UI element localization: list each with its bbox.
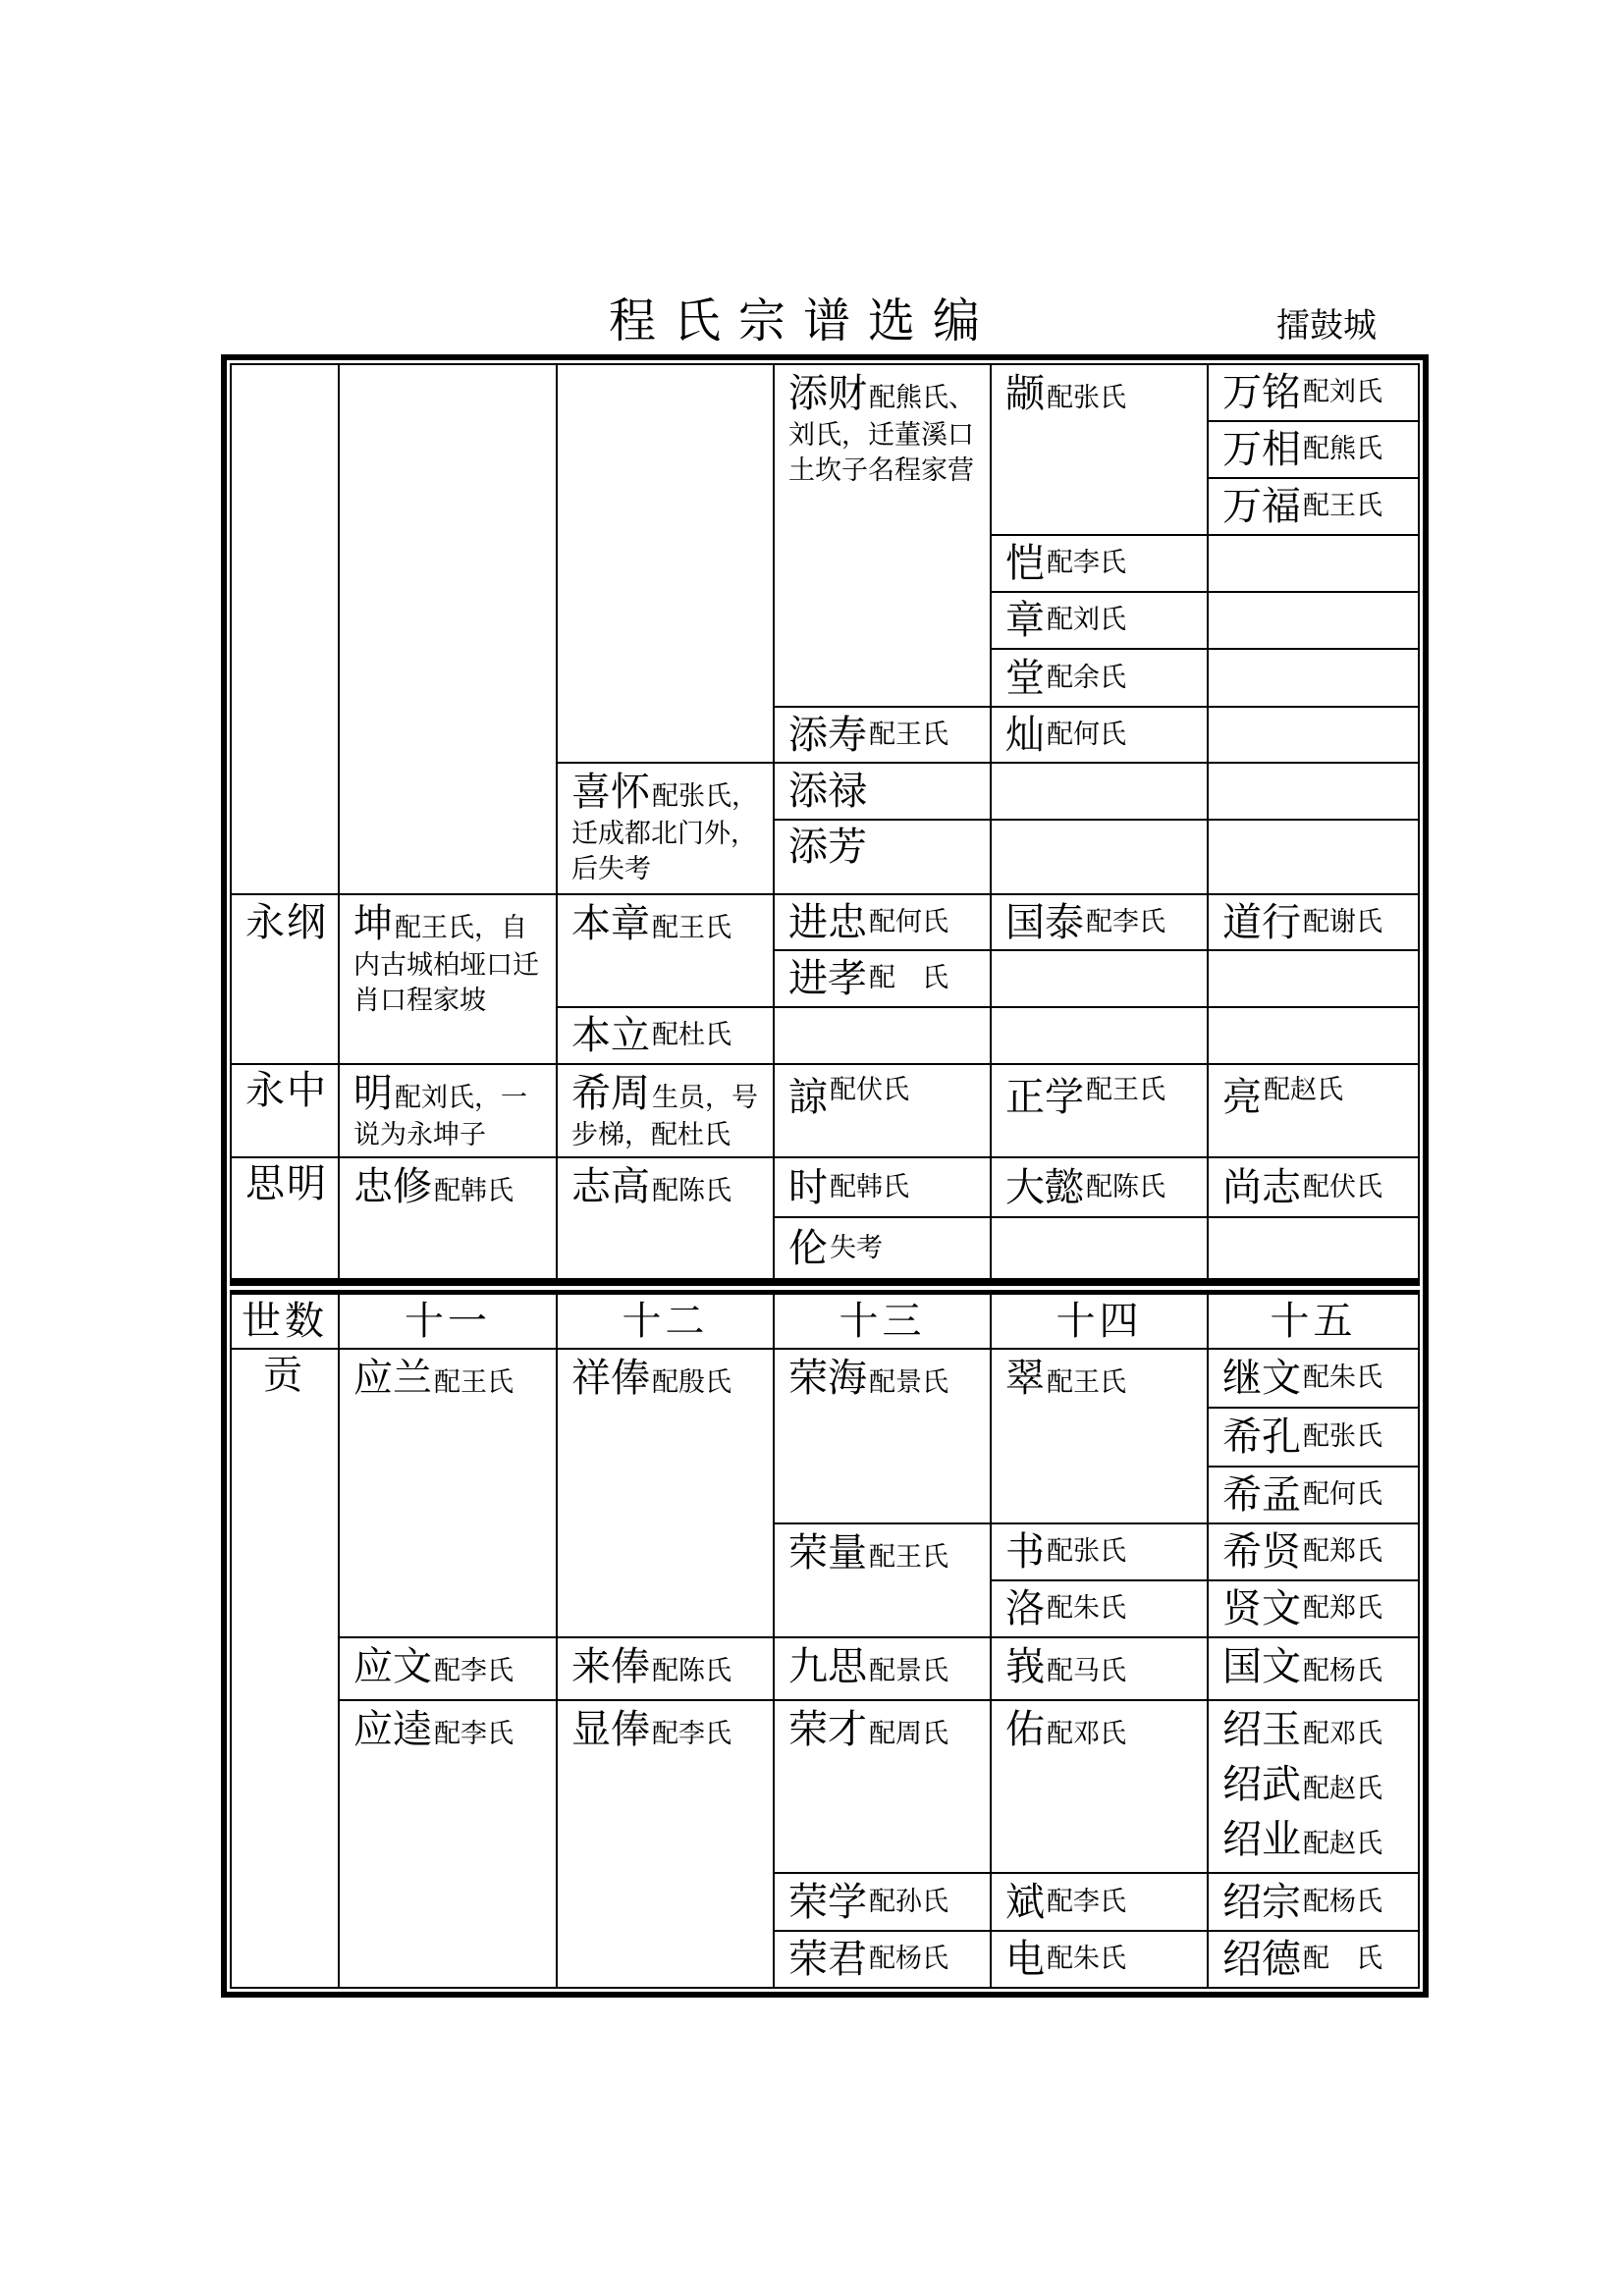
g14-cell-rong [990, 1636, 1209, 1701]
person-note: 配王氏 [869, 1542, 948, 1573]
g14-cell-blank [990, 762, 1209, 821]
person-name: 希孔 [1222, 1415, 1301, 1460]
person-note: 配赵氏 [1303, 1774, 1382, 1804]
g15-cell-ximeng [1207, 1466, 1420, 1524]
person-note: 配李氏 [652, 1719, 731, 1749]
person-note: 配刘氏 [1047, 605, 1126, 635]
person-name: 绍玉 [1222, 1707, 1301, 1752]
g15-cell-shangzhi [1207, 1156, 1420, 1218]
col-header-label: 十五 [1270, 1299, 1357, 1344]
g14-cell-dian [990, 1930, 1209, 1989]
person-name: 斌 [1005, 1879, 1045, 1925]
person-name: 绍德 [1222, 1937, 1301, 1982]
g12-cell-benli [556, 1006, 775, 1065]
g13-cell-rongcai [773, 1699, 992, 1874]
g14-cell-ge [990, 1579, 1209, 1638]
g14-cell-you [990, 1699, 1209, 1874]
g13-cell-tiancai [773, 363, 992, 708]
g15-cell-wanming [1207, 363, 1420, 422]
g13-cell-rongxue [773, 1872, 992, 1932]
person-note: 配伏氏 [1303, 1171, 1382, 1202]
person-note: 配张氏，迁成都北门外，后失考 [571, 781, 758, 884]
gen-name: 永纲 [245, 900, 328, 945]
person-name: 道行 [1222, 899, 1301, 945]
person-note: 配王氏 [1086, 1075, 1165, 1105]
g15-cell-blank [1207, 1006, 1420, 1065]
g15-cell-jiwen [1207, 1348, 1420, 1409]
person-note: 配张氏 [1303, 1421, 1382, 1452]
person-name: 灿 [1005, 712, 1045, 758]
g15-cell-xianwen [1207, 1579, 1420, 1638]
g13-cell-jiusi [773, 1636, 992, 1701]
person-name: 荣量 [788, 1530, 867, 1575]
person-name: 时 [788, 1164, 828, 1210]
person-name: 祥俸 [571, 1356, 650, 1401]
person-note: 配景氏 [869, 1656, 948, 1686]
g15-cell-liang2 [1207, 1063, 1420, 1158]
gen-name: 贡 [263, 1353, 306, 1398]
person-note: 配何氏 [1047, 719, 1126, 750]
person-name: 应兰 [353, 1356, 432, 1401]
person-name: 添禄 [788, 769, 867, 814]
person-name: 书 [1005, 1529, 1045, 1575]
col-header-13 [773, 1293, 992, 1350]
person-name: 佑 [1005, 1707, 1045, 1752]
person-name: 志高 [571, 1164, 650, 1209]
person-note: 生员，号步梯，配杜氏 [571, 1083, 758, 1150]
person-name: 諒 [788, 1075, 828, 1120]
g11-cell-yingwen [338, 1636, 558, 1701]
g13-cell-lun [773, 1216, 992, 1280]
g15-entry-shaowu [1222, 1760, 1382, 1809]
person-name: 希孟 [1222, 1472, 1301, 1518]
col-header-14 [990, 1293, 1209, 1350]
g11-cell-ming [338, 1063, 558, 1158]
g14-cell-shu [990, 1522, 1209, 1581]
g13-cell-jinxiao [773, 949, 992, 1008]
g12-cell-laifeng [556, 1636, 775, 1701]
gen-name: 永中 [245, 1068, 328, 1113]
g15-cell-wanxiang [1207, 420, 1420, 479]
col-header-label: 十一 [405, 1299, 491, 1344]
person-note: 配王氏 [652, 913, 731, 943]
person-note: 配李氏 [1047, 548, 1126, 578]
person-name: 继文 [1222, 1356, 1301, 1401]
person-note: 配朱氏 [1047, 1944, 1126, 1974]
g11-cell-zhongxiu [338, 1156, 558, 1280]
person-note: 配韩氏 [830, 1171, 909, 1202]
g15-entry-shaoye [1222, 1815, 1382, 1864]
g14-cell-guotai [990, 893, 1209, 951]
person-note: 配熊氏、刘氏，迁董溪口土坎子名程家营 [788, 383, 975, 486]
person-name: 添财 [788, 371, 867, 416]
person-note: 配杨氏 [1303, 1656, 1382, 1686]
person-name: 应逵 [353, 1707, 432, 1752]
col-header-label: 十三 [839, 1299, 926, 1344]
person-name: 来俸 [571, 1644, 650, 1689]
person-name: 希周 [571, 1071, 650, 1116]
person-note: 配殷氏 [652, 1367, 731, 1398]
g14-cell-blank [990, 949, 1209, 1008]
g14-cell-cui [990, 1348, 1209, 1524]
g15-cell-xikong [1207, 1407, 1420, 1468]
g14-cell-blank [990, 1216, 1209, 1280]
person-note: 配邓氏 [1303, 1719, 1382, 1749]
g13-cell-tianfang [773, 819, 992, 895]
person-name: 添芳 [788, 825, 867, 870]
person-note: 配赵氏 [1303, 1829, 1382, 1859]
person-name: 正学 [1005, 1075, 1084, 1120]
g14-cell-zhang [990, 591, 1209, 650]
g14-cell-dayi [990, 1156, 1209, 1218]
g15-cell-xixian [1207, 1522, 1420, 1581]
person-note: 配赵氏 [1264, 1075, 1343, 1105]
person-name: 万铭 [1222, 370, 1301, 415]
col-header-12 [556, 1293, 775, 1350]
person-note: 配王氏，自内古城柏垭口迁肖口程家坡 [353, 913, 539, 1016]
person-name: 绍业 [1222, 1817, 1301, 1862]
col-header-label: 十二 [622, 1299, 709, 1344]
g14-cell-xie [990, 363, 1209, 536]
g15-cell-shaozong [1207, 1872, 1420, 1932]
g13-cell-tianlu [773, 762, 992, 821]
g11-cell-kun [338, 893, 558, 1065]
g13-cell-jinzhong [773, 893, 992, 951]
person-name: 荣君 [788, 1937, 867, 1982]
g15-cell-daoxing [1207, 893, 1420, 951]
person-note: 配朱氏 [1303, 1362, 1382, 1393]
person-note: 配 氏 [1303, 1944, 1382, 1974]
person-note: 配谢氏 [1303, 906, 1382, 937]
person-name: 国文 [1222, 1644, 1301, 1689]
g15-cell-blank [1207, 648, 1420, 708]
person-name: 电 [1005, 1937, 1045, 1982]
person-name: 绍宗 [1222, 1879, 1301, 1925]
person-name: 荣才 [788, 1707, 867, 1752]
col-header-11 [338, 1293, 558, 1350]
person-note: 配伏氏 [830, 1075, 909, 1105]
g13-cell-blank [773, 1006, 992, 1065]
person-note: 配景氏 [869, 1367, 948, 1398]
person-name: 亮 [1222, 1075, 1262, 1120]
person-note: 配孙氏 [869, 1886, 948, 1917]
g14-cell-xian [990, 706, 1209, 764]
g15-cell-blank [1207, 1216, 1420, 1280]
g13-cell-shi [773, 1156, 992, 1218]
person-name: 明 [353, 1071, 393, 1116]
person-note: 配李氏 [1086, 906, 1165, 937]
page-subtitle: 擂鼓城 [1276, 306, 1377, 346]
person-name: 本章 [571, 901, 650, 946]
person-note: 配何氏 [869, 906, 948, 937]
person-name: 洛 [1005, 1586, 1045, 1631]
person-name: 伦 [788, 1225, 828, 1271]
col-header-label: 十四 [1056, 1299, 1143, 1344]
person-note: 配熊氏 [1303, 434, 1382, 464]
g14-cell-blank [990, 819, 1209, 895]
g15-cell-guowen [1207, 1636, 1420, 1701]
section-divider [230, 1280, 1420, 1286]
g11-cell-yinglan [338, 1348, 558, 1638]
g11-cell-blank [338, 363, 558, 895]
person-name: 翠 [1005, 1356, 1045, 1401]
person-note: 配王氏 [1047, 1367, 1126, 1398]
gen-cell-blank [230, 363, 340, 895]
person-name: 恺 [1005, 541, 1045, 586]
col-header-15 [1207, 1293, 1420, 1350]
col-header-gen [230, 1293, 340, 1350]
person-name: 荣学 [788, 1879, 867, 1925]
person-note: 配何氏 [1303, 1479, 1382, 1510]
g12-cell-xizhou [556, 1063, 775, 1158]
person-note: 配郑氏 [1303, 1536, 1382, 1567]
g13-cell-tianshou [773, 706, 992, 764]
g13-cell-rongliang [773, 1522, 992, 1638]
g15-cell-blank [1207, 819, 1420, 895]
person-note: 配余氏 [1047, 662, 1126, 693]
gen-name: 思明 [245, 1161, 328, 1206]
g14-cell-blank [990, 1006, 1209, 1065]
person-name: 进忠 [788, 899, 867, 945]
person-note: 配王氏 [1303, 491, 1382, 521]
person-name: 峩 [1005, 1644, 1045, 1689]
person-name: 绍武 [1222, 1762, 1301, 1807]
person-note: 配刘氏，一说为永坤子 [353, 1083, 527, 1150]
person-note: 配王氏 [434, 1367, 514, 1398]
gen-cell-yonggang [230, 893, 340, 1065]
gen-cell-siming [230, 1156, 340, 1280]
g12-cell-xihuai [556, 762, 775, 895]
person-note: 配周氏 [869, 1719, 948, 1749]
person-note: 配陈氏 [652, 1656, 731, 1686]
g15-cell-shaode [1207, 1930, 1420, 1989]
person-name: 堂 [1005, 655, 1045, 701]
g11-cell-yingkui [338, 1699, 558, 1989]
g15-cell-blank [1207, 762, 1420, 821]
gen-cell-yongzhong [230, 1063, 340, 1158]
g15-entry-shaoyu [1222, 1705, 1382, 1754]
g15-cell-blank [1207, 706, 1420, 764]
person-name: 颛 [1005, 371, 1045, 416]
person-note: 配陈氏 [652, 1176, 731, 1206]
g12-cell-blank [556, 363, 775, 764]
person-name: 忠修 [353, 1164, 432, 1209]
person-note: 失考 [830, 1232, 883, 1263]
person-note: 配郑氏 [1303, 1593, 1382, 1624]
person-name: 希贤 [1222, 1529, 1301, 1575]
person-name: 本立 [571, 1013, 650, 1058]
g13-cell-rongjun [773, 1930, 992, 1989]
person-name: 章 [1005, 598, 1045, 643]
person-note: 配张氏 [1047, 383, 1126, 413]
g15-cell-shao-group [1207, 1699, 1420, 1874]
person-name: 应文 [353, 1644, 432, 1689]
person-name: 添寿 [788, 712, 867, 758]
g15-cell-blank [1207, 591, 1420, 650]
g12-cell-xianfeng [556, 1699, 775, 1989]
col-header-label: 世数 [242, 1299, 328, 1344]
g13-cell-liang [773, 1063, 992, 1158]
person-note: 配王氏 [869, 719, 948, 750]
person-name: 国泰 [1005, 899, 1084, 945]
g15-cell-blank [1207, 534, 1420, 593]
page-title: 程氏宗谱选编 [609, 294, 999, 348]
person-name: 万相 [1222, 427, 1301, 472]
person-name: 坤 [353, 901, 393, 946]
g12-cell-benzhang [556, 893, 775, 1008]
person-note: 配邓氏 [1047, 1719, 1126, 1749]
g14-cell-bin [990, 1872, 1209, 1932]
person-note: 配刘氏 [1303, 377, 1382, 407]
person-note: 配 氏 [869, 963, 948, 993]
g15-cell-blank [1207, 949, 1420, 1008]
person-name: 九思 [788, 1644, 867, 1689]
person-name: 显俸 [571, 1707, 650, 1752]
person-note: 配韩氏 [434, 1176, 514, 1206]
person-note: 配杨氏 [1303, 1886, 1382, 1917]
person-name: 喜怀 [571, 770, 650, 815]
g12-cell-xiangfeng [556, 1348, 775, 1638]
person-note: 配杜氏 [652, 1020, 731, 1050]
g13-cell-ronghai [773, 1348, 992, 1524]
g14-cell-tang [990, 648, 1209, 708]
person-name: 贤文 [1222, 1586, 1301, 1631]
person-name: 荣海 [788, 1356, 867, 1401]
person-note: 配朱氏 [1047, 1593, 1126, 1624]
person-name: 尚志 [1222, 1164, 1301, 1210]
person-note: 配张氏 [1047, 1536, 1126, 1567]
person-name: 万福 [1222, 484, 1301, 529]
gen-cell-gong [230, 1348, 340, 1989]
person-name: 大懿 [1005, 1164, 1084, 1210]
person-note: 配李氏 [434, 1656, 514, 1686]
person-note: 配李氏 [434, 1719, 514, 1749]
person-note: 配马氏 [1047, 1656, 1126, 1686]
g12-cell-zhigao [556, 1156, 775, 1280]
person-note: 配杨氏 [869, 1944, 948, 1974]
person-note: 配李氏 [1047, 1886, 1126, 1917]
person-note: 配陈氏 [1086, 1171, 1165, 1202]
g14-cell-kai [990, 534, 1209, 593]
person-name: 进孝 [788, 956, 867, 1001]
g14-cell-zhengxue [990, 1063, 1209, 1158]
g15-cell-wanfu [1207, 477, 1420, 536]
